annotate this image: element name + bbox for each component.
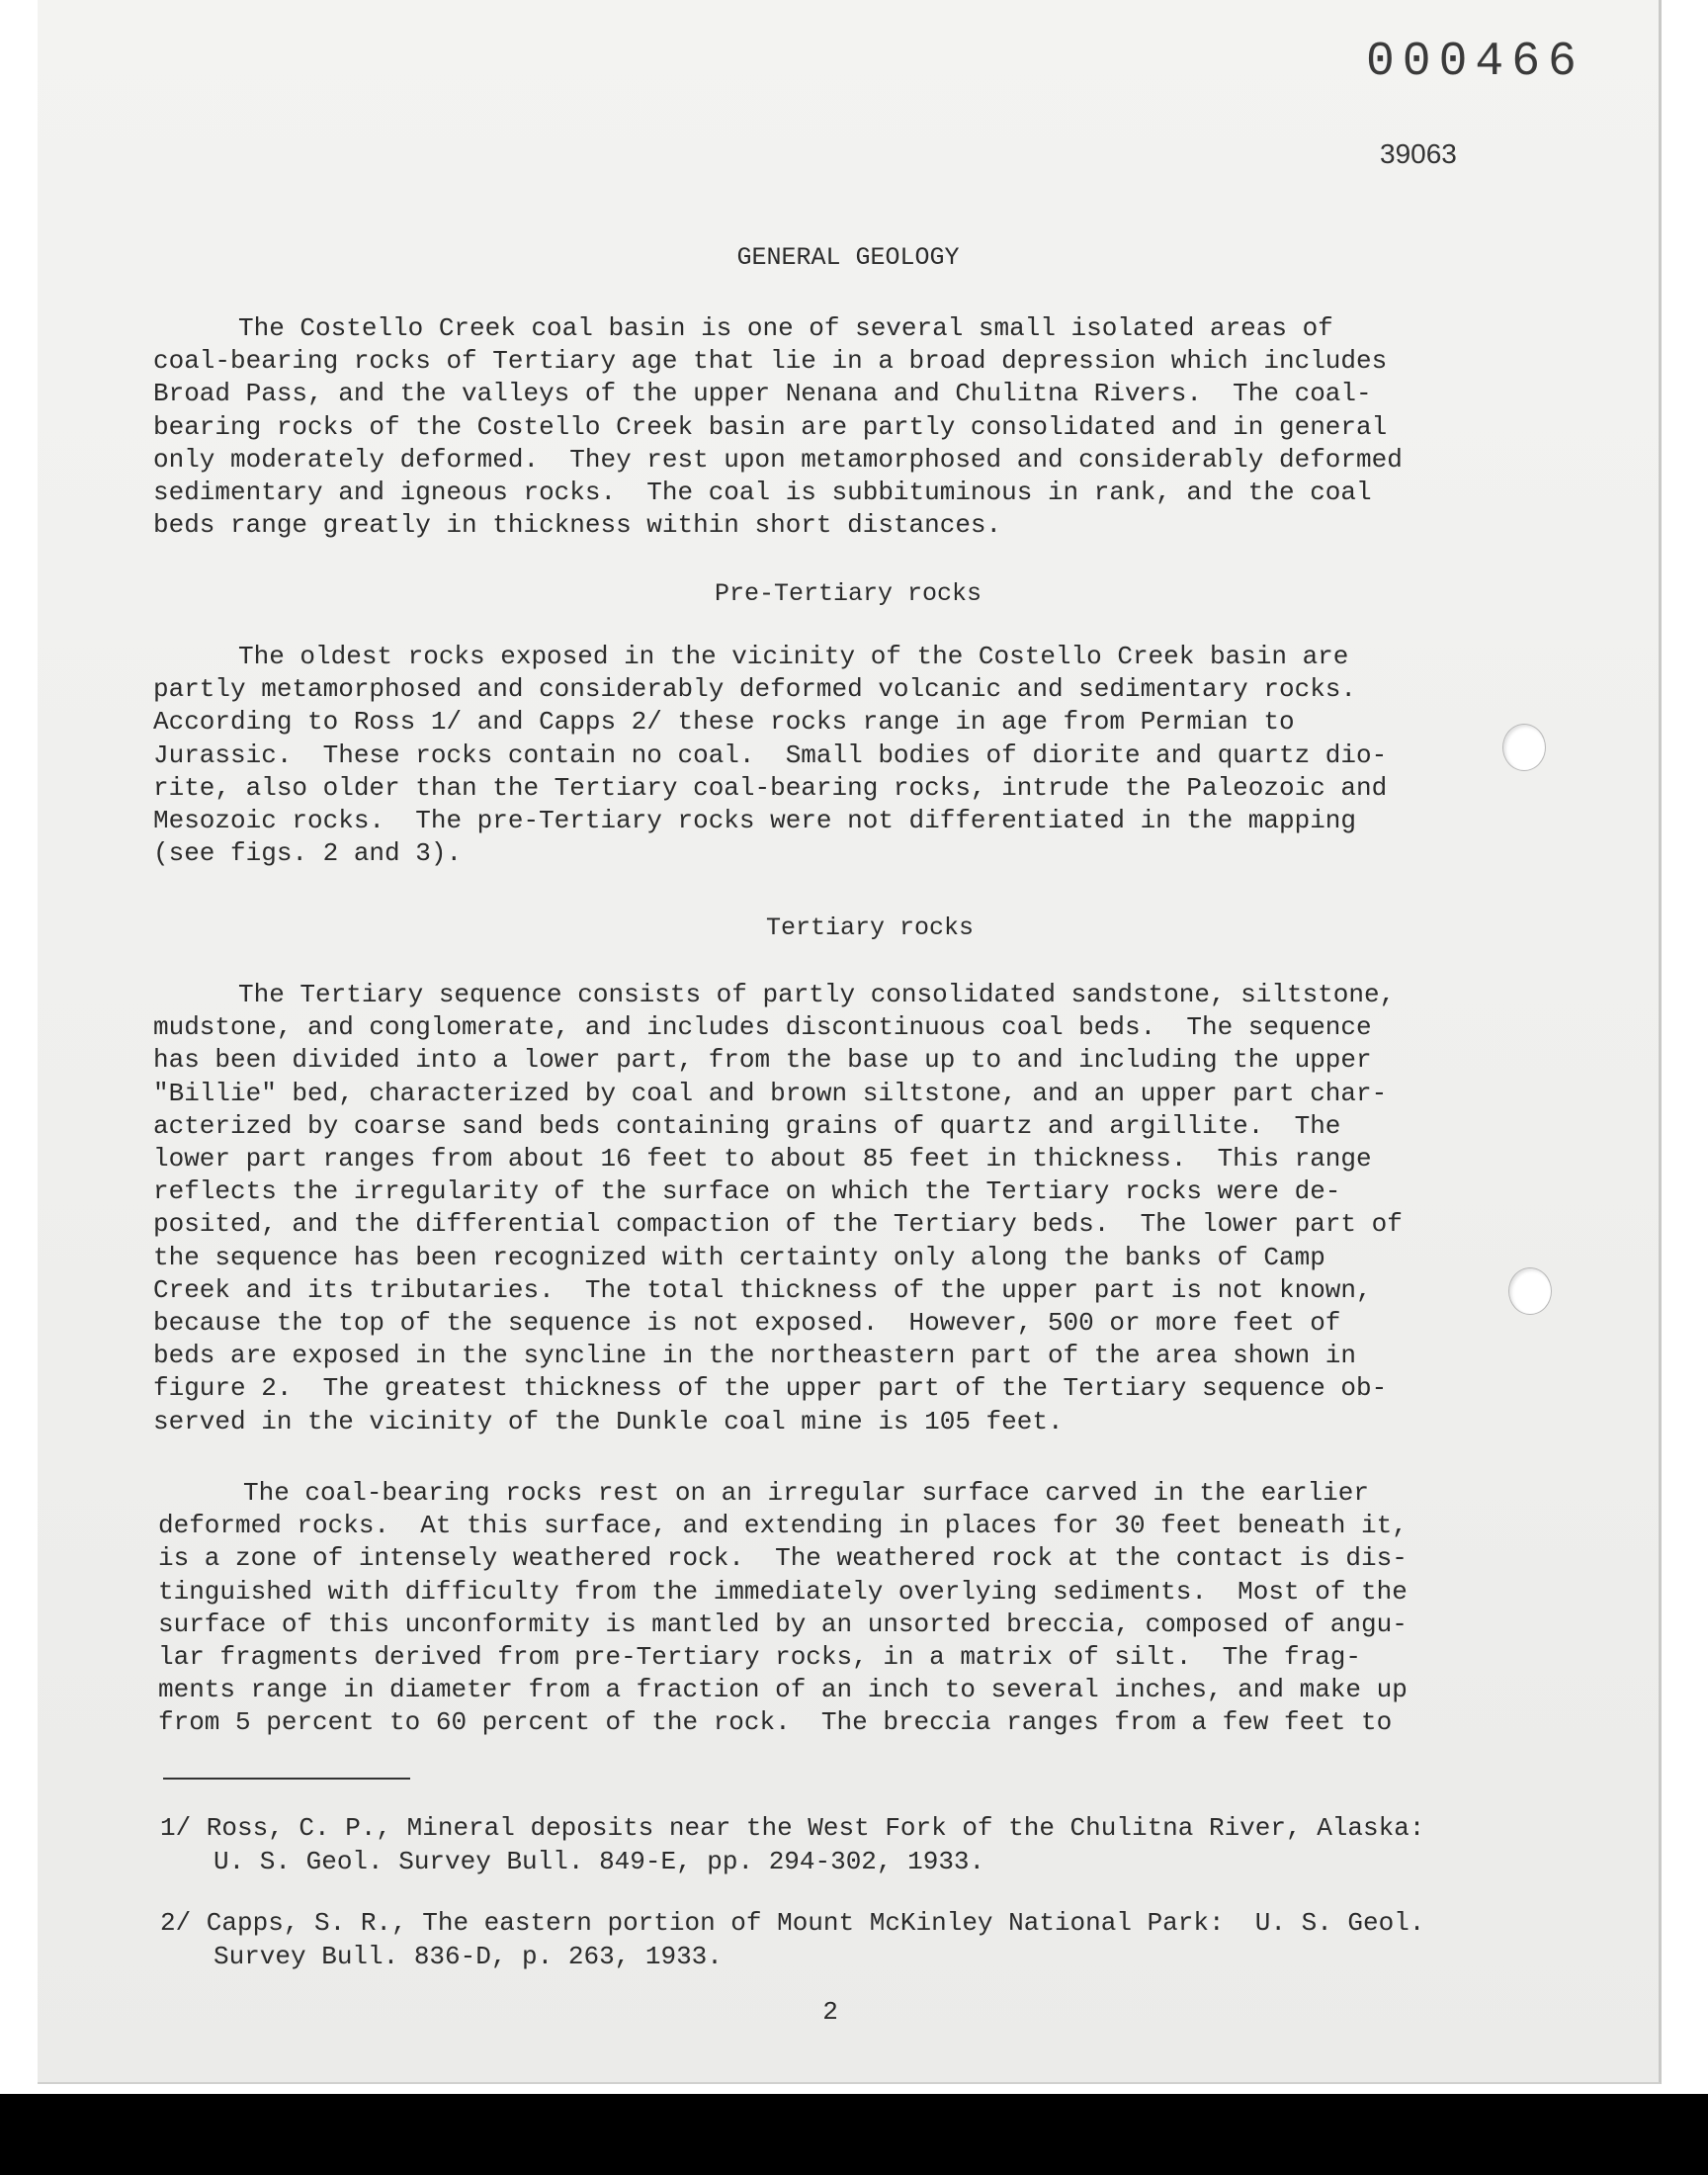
footnote-line: 1/ Ross, C. P., Mineral deposits near the West Fork of the Chulitna River, Alaska:	[160, 1813, 1425, 1843]
paragraph-general-geology	[153, 312, 1517, 542]
paragraph-line: mudstone, and conglomerate, and includes discontinuous coal beds. The sequence	[153, 1012, 1372, 1043]
section-heading-tertiary: Tertiary rocks	[765, 914, 975, 942]
footnote-1	[160, 1811, 1544, 1878]
paragraph-pre-tertiary	[153, 641, 1517, 870]
paragraph-line: from 5 percent to 60 percent of the rock. The breccia ranges from a few feet to	[158, 1707, 1393, 1738]
paragraph-line: "Billie" bed, characterized by coal and brown siltstone, and an upper part char-	[153, 1078, 1388, 1108]
paragraph-coal-bearing	[158, 1477, 1522, 1740]
paragraph-line: (see figs. 2 and 3).	[153, 838, 463, 869]
paragraph-line: figure 2. The greatest thickness of the upper part of the Tertiary sequence ob-	[153, 1373, 1388, 1404]
paragraph-line: served in the vicinity of the Dunkle coal mine is 105 feet.	[153, 1406, 1064, 1436]
footnote-line: U. S. Geol. Survey Bull. 849-E, pp. 294-302, 1933.	[214, 1847, 985, 1876]
paragraph-line: The oldest rocks exposed in the vicinity of the Costello Creek basin are	[238, 642, 1349, 671]
paragraph-line: because the top of the sequence is not exposed. However, 500 or more feet of	[153, 1308, 1341, 1339]
paragraph-line: beds are exposed in the syncline in the northeastern part of the area shown in	[153, 1341, 1356, 1371]
paragraph-line: According to Ross 1/ and Capps 2/ these rocks range in age from Permian to	[153, 707, 1295, 738]
paragraph-line: has been divided into a lower part, from the base up to and including the upper	[153, 1045, 1372, 1076]
paragraph-line: tinguished with difficulty from the immediately overlying sediments. Most of the	[158, 1576, 1408, 1607]
paragraph-line: reflects the irregularity of the surface on which the Tertiary rocks were de-	[153, 1176, 1341, 1207]
footnote-divider	[163, 1778, 410, 1780]
paragraph-line: rite, also older than the Tertiary coal-bearing rocks, intrude the Paleozoic and	[153, 772, 1388, 803]
paragraph-line: Mesozoic rocks. The pre-Tertiary rocks were not differentiated in the mapping	[153, 806, 1356, 836]
page-code: 000466	[1366, 36, 1584, 89]
paragraph-line: partly metamorphosed and considerably deformed volcanic and sedimentary rocks.	[153, 674, 1356, 705]
paragraph-line: deformed rocks. At this surface, and extending in places for 30 feet beneath it,	[158, 1511, 1408, 1541]
section-heading-pre-tertiary: Pre-Tertiary rocks	[714, 579, 982, 608]
paragraph-line: lower part ranges from about 16 feet to about 85 feet in thickness. This range	[153, 1144, 1372, 1174]
paragraph-line: coal-bearing rocks of Tertiary age that lie in a broad depression which includes	[153, 346, 1388, 377]
paragraph-line: only moderately deformed. They rest upon metamorphosed and considerably deformed	[153, 444, 1403, 475]
paragraph-line: Broad Pass, and the valleys of the upper Nenana and Chulitna Rivers. The coal-	[153, 379, 1372, 409]
paragraph-line: surface of this unconformity is mantled by an unsorted breccia, composed of angu-	[158, 1609, 1408, 1639]
paragraph-line: beds range greatly in thickness within short distances.	[153, 510, 1002, 541]
paragraph-line: The Costello Creek coal basin is one of several small isolated areas of	[238, 313, 1333, 343]
paragraph-line: bearing rocks of the Costello Creek basin are partly consolidated and in general	[153, 411, 1388, 442]
paragraph-line: lar fragments derived from pre-Tertiary rocks, in a matrix of silt. The frag-	[158, 1642, 1361, 1673]
paragraph-tertiary	[153, 979, 1517, 1438]
paragraph-line: sedimentary and igneous rocks. The coal is subbituminous in rank, and the coal	[153, 478, 1372, 508]
paragraph-line: Creek and its tributaries. The total thickness of the upper part is not known,	[153, 1274, 1372, 1305]
footnote-line: Survey Bull. 836-D, p. 263, 1933.	[214, 1942, 723, 1971]
footnote-2	[160, 1906, 1544, 1973]
footnote-line: 2/ Capps, S. R., The eastern portion of Mount McKinley National Park: U. S. Geol.	[160, 1908, 1425, 1938]
paragraph-line: ments range in diameter from a fraction of an inch to several inches, and make up	[158, 1675, 1408, 1705]
section-heading-general-geology: GENERAL GEOLOGY	[736, 243, 960, 272]
paragraph-line: acterized by coarse sand beds containing grains of quartz and argillite. The	[153, 1110, 1341, 1141]
scanner-border	[0, 2094, 1708, 2175]
document-number: 39063	[1380, 138, 1457, 169]
page-number: 2	[822, 1997, 838, 2027]
paragraph-line: the sequence has been recognized with certainty only along the banks of Camp	[153, 1242, 1325, 1272]
paragraph-line: The coal-bearing rocks rest on an irregular surface carved in the earlier	[243, 1478, 1369, 1508]
paragraph-line: The Tertiary sequence consists of partly consolidated sandstone, siltstone,	[238, 980, 1396, 1009]
paragraph-line: posited, and the differential compaction of the Tertiary beds. The lower part of	[153, 1209, 1403, 1240]
paragraph-line: Jurassic. These rocks contain no coal. Small bodies of diorite and quartz dio-	[153, 740, 1388, 770]
paragraph-line: is a zone of intensely weathered rock. The weathered rock at the contact is dis-	[158, 1543, 1408, 1574]
